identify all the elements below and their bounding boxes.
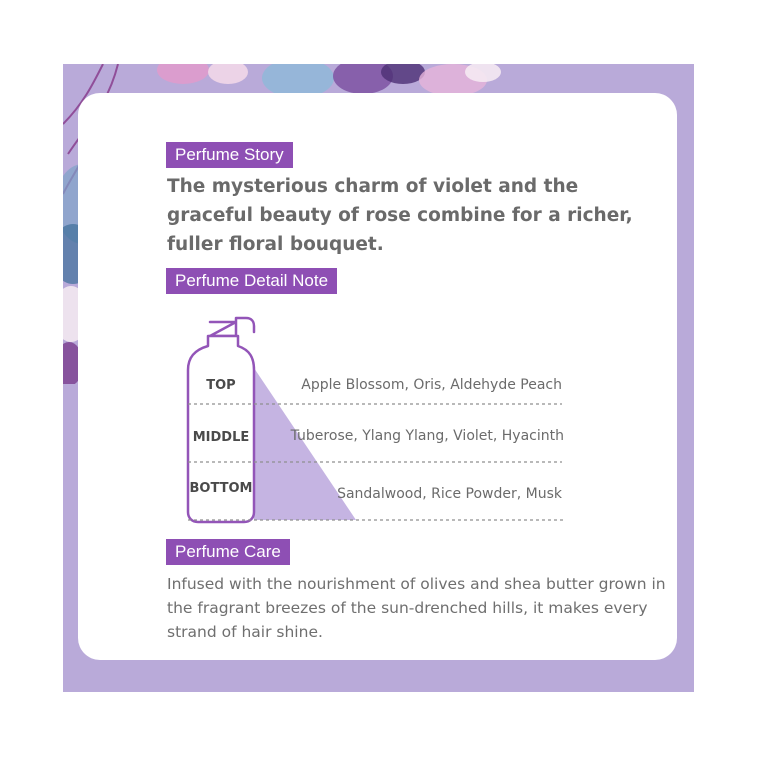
perfume-detail-note-tag: Perfume Detail Note — [166, 268, 337, 294]
tier-label-middle: MIDDLE — [192, 430, 250, 445]
top-note-ingredients: Apple Blossom, Oris, Aldehyde Peach — [301, 377, 562, 393]
perfume-care-text: Infused with the nourishment of olives and shea butter grown in the fragrant breezes of the sun-drenched hills, it makes every strand of hair shine. — [167, 575, 666, 641]
tier-label-bottom: BOTTOM — [189, 481, 253, 496]
bottom-note-ingredients: Sandalwood, Rice Powder, Musk — [337, 486, 562, 502]
perfume-story-tag: Perfume Story — [166, 142, 293, 168]
tier-label-top: TOP — [206, 378, 236, 393]
perfume-story-text: The mysterious charm of violet and the graceful beauty of rose combine for a richer, fuller floral bouquet. — [167, 176, 633, 255]
perfume-care-tag: Perfume Care — [166, 539, 290, 565]
perfume-notes-diagram — [180, 314, 580, 534]
middle-note-ingredients: Tuberose, Ylang Ylang, Violet, Hyacinth — [290, 428, 564, 444]
